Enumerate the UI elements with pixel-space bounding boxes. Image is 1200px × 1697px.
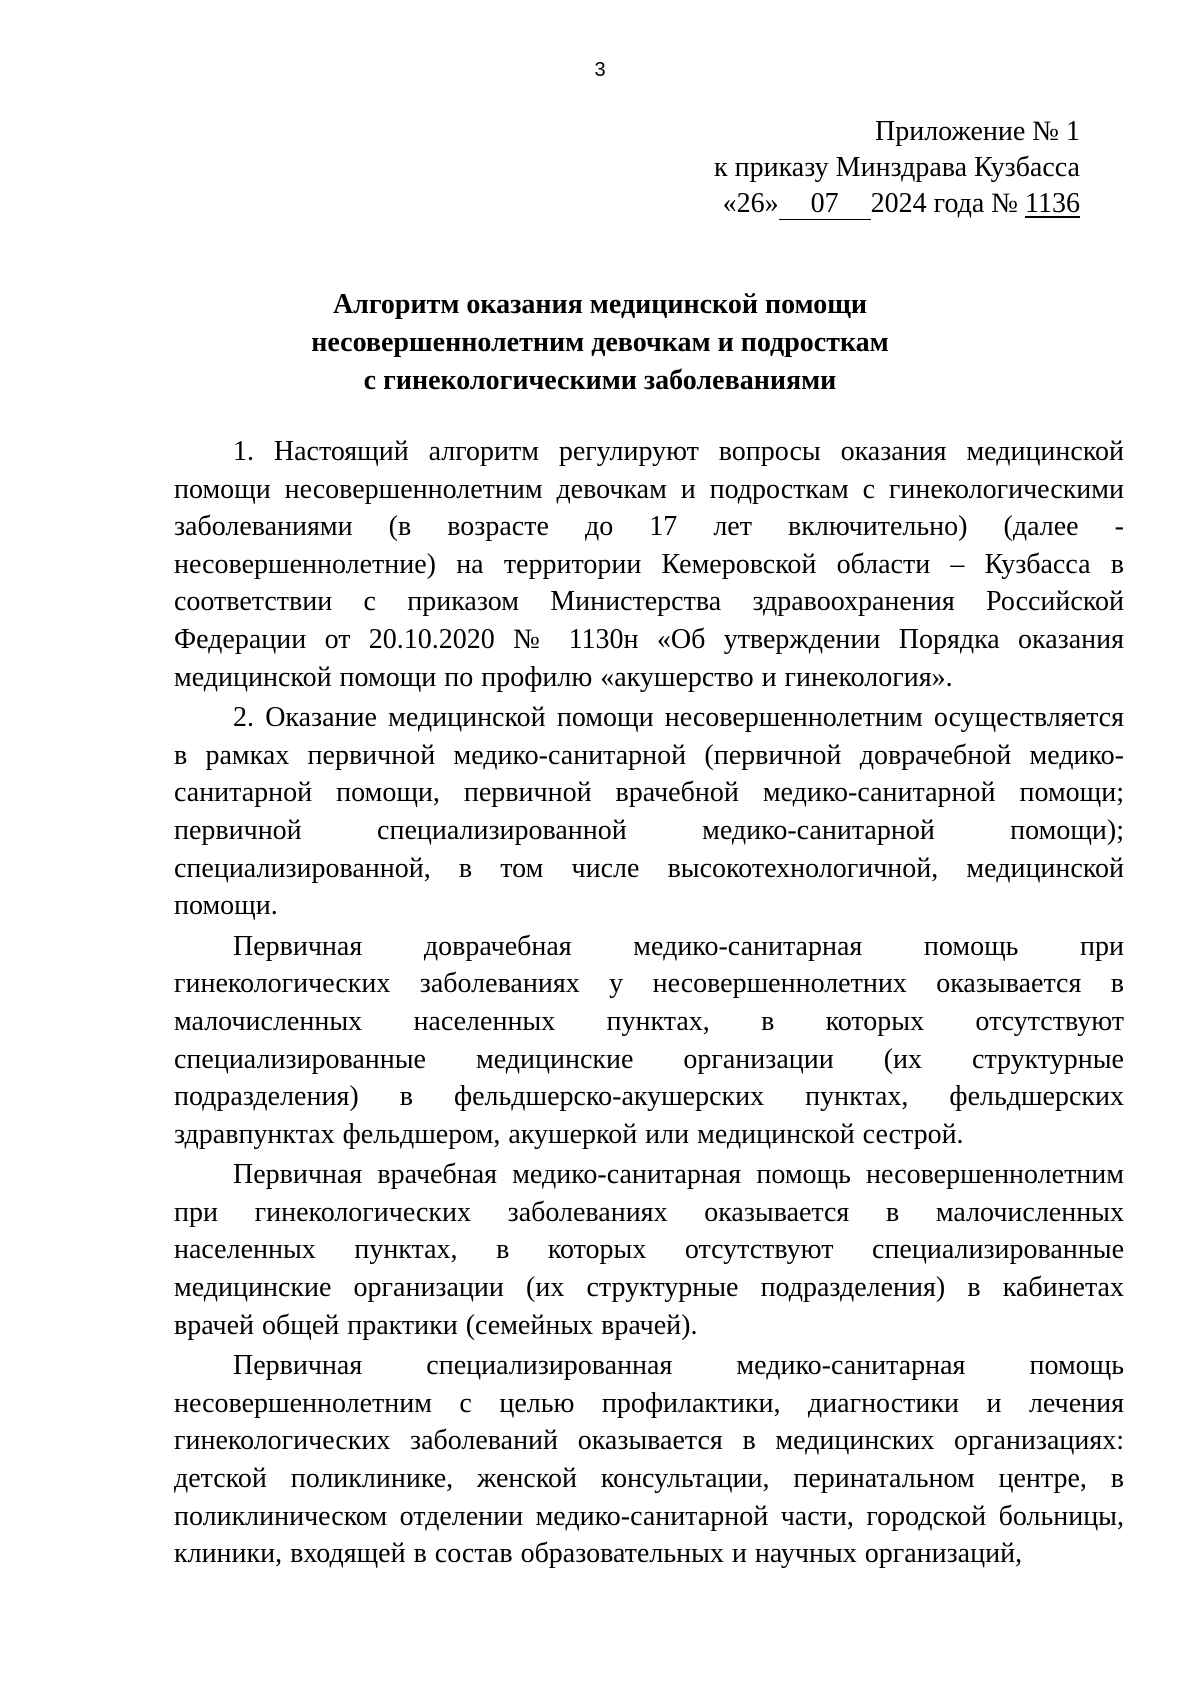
- appendix-order-number: 1136: [1025, 188, 1080, 219]
- paragraph-4: Первичная врачебная медико-санитарная помощь несовершеннолетним при гинекологических заболеваниях оказывается в малочисленных населенных пунктах, в которых отсутствуют специализированные медицинские организации (их структурные подразделения) в кабинетах врачей общей практики (семейных врачей).: [174, 1159, 1124, 1341]
- appendix-day: «26»: [722, 188, 779, 219]
- appendix-header: [714, 114, 1080, 222]
- appendix-line-3: [714, 186, 1080, 222]
- paragraph-5: Первичная специализированная медико-санитарная помощь несовершеннолетним с целью профилактики, диагностики и лечения гинекологических заболеваний оказывается в медицинских организациях: детской поликлинике, женской консультации, перинатальном центре, в поликлиническом отделении медико-санитарной части, городской больницы, клиники, входящей в состав образовательных и научных организаций,: [174, 1350, 1124, 1570]
- appendix-line-2: к приказу Минздрава Кузбасса: [714, 152, 1080, 183]
- appendix-line-1: Приложение № 1: [875, 116, 1080, 147]
- title-line-3: с гинекологическими заболеваниями: [363, 365, 837, 396]
- appendix-year: 2024 года №: [870, 188, 1019, 219]
- paragraph-3: Первичная доврачебная медико-санитарная помощь при гинекологических заболеваниях у несовершеннолетних оказывается в малочисленных населенных пунктах, в которых отсутствуют специализированные медицинские организации (их структурные подразделения) в фельдшерско-акушерских пунктах, фельдшерских здравпунктах фельдшером, акушеркой или медицинской сестрой.: [174, 930, 1124, 1150]
- document-body: [174, 433, 1124, 1576]
- paragraph-2: 2. Оказание медицинской помощи несовершеннолетним осуществляется в рамках первичной медико-санитарной (первичной доврачебной медико-санитарной помощи, первичной врачебной медико-санитарной помощи; первичной специализированной медико-санитарной помощи); специализированной, в том числе высокотехнологичной, медицинской помощи.: [174, 702, 1124, 922]
- paragraph-1: 1. Настоящий алгоритм регулируют вопросы оказания медицинской помощи несовершеннолетним девочкам и подросткам с гинекологическими заболеваниями (в возрасте до 17 лет включительно) (далее - несовершеннолетние) на территории Кемеровской области – Кузбасса в соответствии с приказом Министерства здравоохранения Российской Федерации от 20.10.2020 № 1130н «Об утверждении Порядка оказания медицинской помощи по профилю «акушерство и гинекология».: [174, 436, 1124, 693]
- document-title: [0, 286, 1200, 400]
- title-line-1: Алгоритм оказания медицинской помощи: [332, 289, 868, 320]
- title-line-2: несовершеннолетним девочкам и подросткам: [311, 327, 889, 358]
- appendix-month: 07: [779, 189, 871, 220]
- page-number: 3: [594, 59, 606, 81]
